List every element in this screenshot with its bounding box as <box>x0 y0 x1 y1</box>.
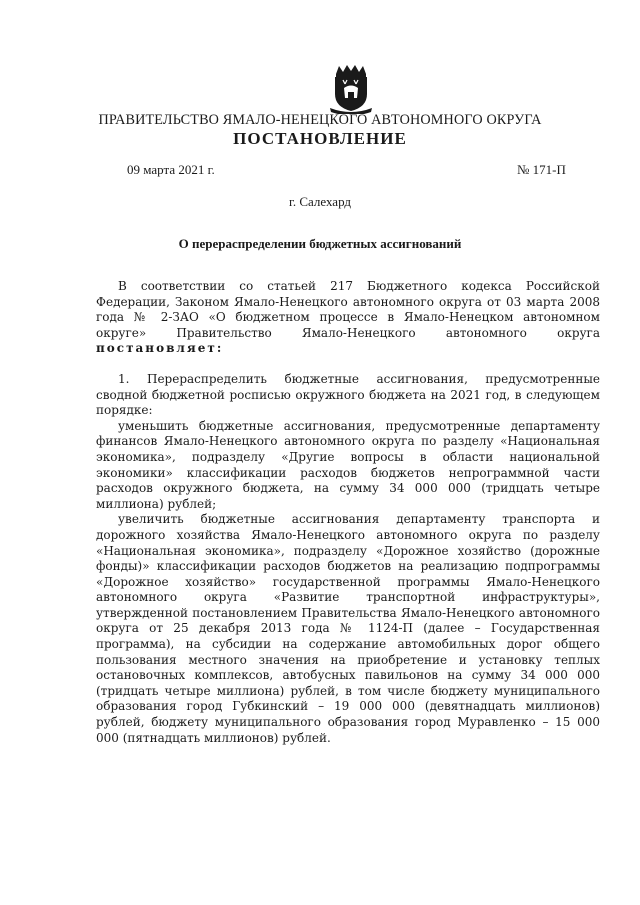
decree-word: постановляет: <box>96 341 224 356</box>
document-city: г. Салехард <box>288 194 352 209</box>
document-body <box>96 279 600 746</box>
item-1-paragraph: 1. Перераспределить бюджетные ассигнования, предусмотренные сводной бюджетной росписью окружного бюджета на 2021 год, в следующем порядке: <box>96 371 600 418</box>
document-date: 09 марта 2021 г. <box>127 162 215 177</box>
document-type: ПОСТАНОВЛЕНИЕ <box>233 129 407 148</box>
decrease-paragraph: уменьшить бюджетные ассигнования, предусмотренные департаменту финансов Ямало-Ненецкого автономного округа по разделу «Национальная экономика», подразделу «Другие вопросы в области национальной экономики» классификации расходов бюджетов непрограммной части расходов окружного бюджета, на сумму 34 000 000 (тридцать четыре миллиона) рублей; <box>96 418 600 511</box>
document-title: О перераспределении бюджетных ассигнований <box>178 236 462 251</box>
increase-paragraph: увеличить бюджетные ассигнования департаменту транспорта и дорожного хозяйства Ямало-Ненецкого автономного округа по разделу «Национальная экономика», подразделу «Дорожное хозяйство (дорожные фонды)» классификации расходов бюджетов на реализацию подпрограммы «Дорожное хозяйство» государственной программы Ямало-Ненецкого автономного округа «Развитие транспортной инфраструктуры», утвержденной постановлением Правительства Ямало-Ненецкого автономного округа от 25 декабря 2013 года № 1124-П (далее – Государственная программа), на субсидии на содержание автомобильных дорог общего пользования местного значения на приобретение и установку теплых остановочных комплексов, автобусных павильонов на сумму 34 000 000 (тридцать четыре миллиона) рублей, в том числе бюджету муниципального образования город Губкинский – 19 000 000 (девятнадцать миллионов) рублей, бюджету муниципального образования город Муравленко – 15 000 000 (пятнадцать миллионов) рублей. <box>96 512 600 745</box>
yamal-nenets-coat-of-arms-icon <box>327 64 375 114</box>
preamble-text: В соответствии со статьей 217 Бюджетного кодекса Российской Федерации, Законом Ямало-Ненецкого автономного округа от 03 марта 2008 года № 2-ЗАО «О бюджетном процессе в Ямало-Ненецком автономном округе» Правительство Ямало-Ненецкого автономного округа <box>96 279 600 340</box>
document-number: № 171-П <box>517 162 566 177</box>
preamble-paragraph <box>96 279 600 357</box>
government-name: ПРАВИТЕЛЬСТВО ЯМАЛО-НЕНЕЦКОГО АВТОНОМНОГО ОКРУГА <box>98 112 542 128</box>
